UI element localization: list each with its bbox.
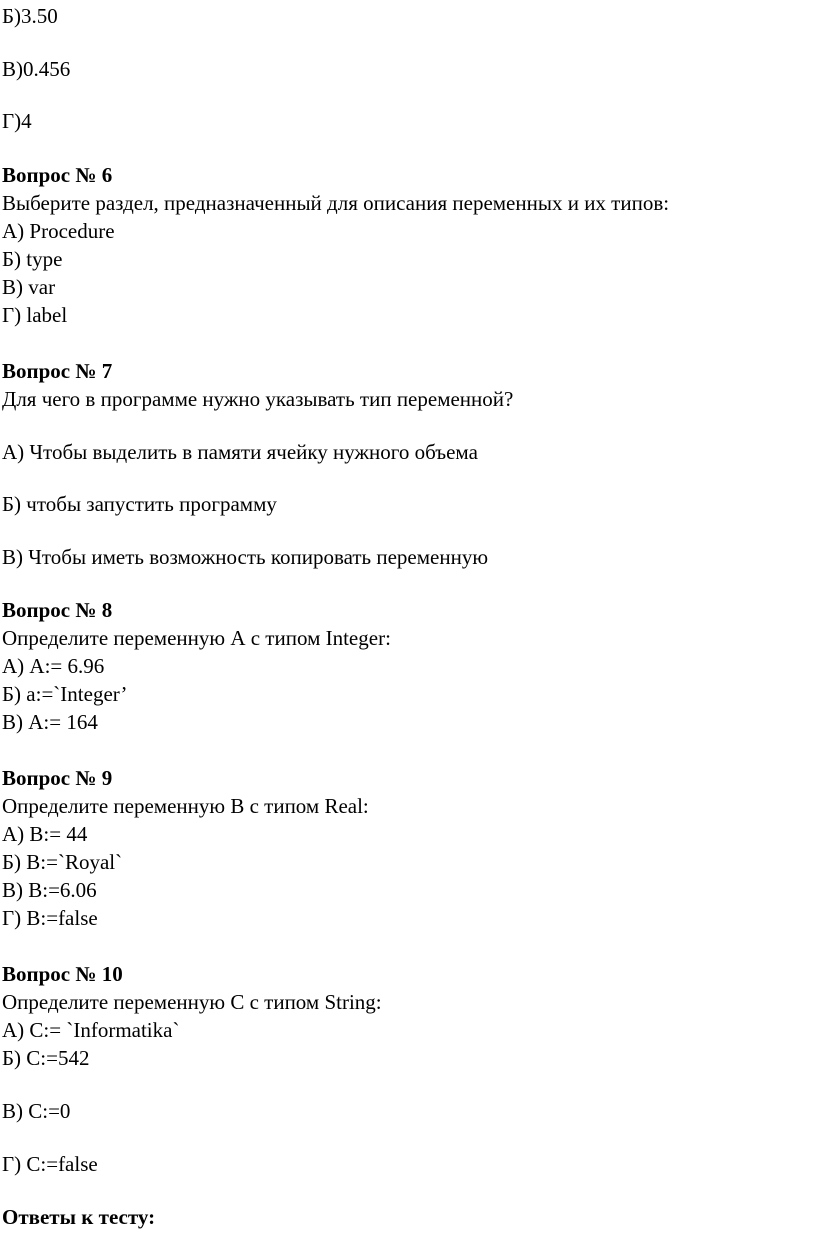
question-8-option-b: Б) a:=`Integer’ [2,682,128,706]
question-6-option-b: Б) type [2,247,63,271]
question-7-text: Для чего в программе нужно указывать тип переменной? [2,387,514,411]
question-10-heading: Вопрос № 10 [2,962,123,986]
answers-heading: Ответы к тесту: [2,1205,156,1229]
question-10-option-g: Г) C:=false [2,1152,98,1176]
question-9-text: Определите переменную B с типом Real: [2,794,369,818]
question-10-option-b: Б) C:=542 [2,1046,90,1070]
question-8-heading: Вопрос № 8 [2,598,113,622]
question-7-heading: Вопрос № 7 [2,359,113,383]
question-7-option-b: Б) чтобы запустить программу [2,492,277,516]
question-7-option-a: А) Чтобы выделить в памяти ячейку нужного объема [2,440,478,464]
question-6-text: Выберите раздел, предназначенный для описания переменных и их типов: [2,191,670,215]
question-10-text: Определите переменную C с типом String: [2,990,382,1014]
question-8-text: Определите переменную А с типом Integer: [2,626,391,650]
question-8-option-a: А) A:= 6.96 [2,654,105,678]
question-9-option-v: В) B:=6.06 [2,878,97,902]
option-g: Г)4 [2,109,32,133]
question-10-option-v: В) C:=0 [2,1099,71,1123]
question-6-heading: Вопрос № 6 [2,163,113,187]
question-7-option-v: В) Чтобы иметь возможность копировать переменную [2,545,489,569]
question-9-heading: Вопрос № 9 [2,766,113,790]
option-v: В)0.456 [2,57,71,81]
question-9-option-g: Г) B:=false [2,906,98,930]
option-b: Б)3.50 [2,4,58,28]
question-9-option-b: Б) B:=`Royal` [2,850,123,874]
question-6-option-a: А) Procedure [2,219,115,243]
question-9-option-a: А) B:= 44 [2,822,88,846]
question-6-option-g: Г) label [2,303,68,327]
question-8-option-v: В) A:= 164 [2,710,98,734]
question-6-option-v: В) var [2,275,56,299]
question-10-option-a: А) C:= `Informatika` [2,1018,180,1042]
